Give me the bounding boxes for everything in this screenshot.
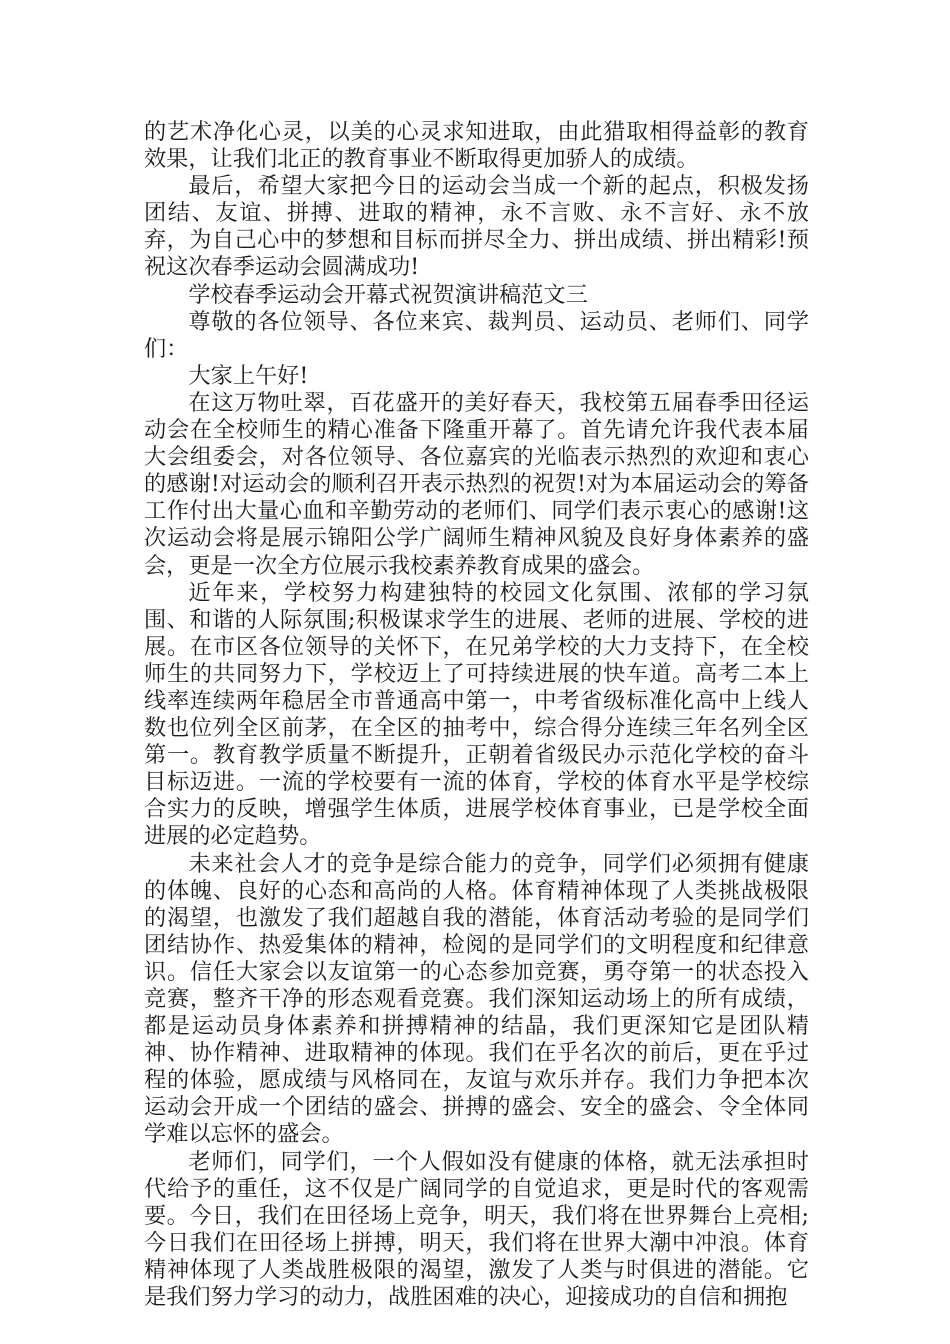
document-body (144, 119, 809, 1311)
salutation: 尊敬的各位领导、各位来宾、裁判员、运动员、老师们、同学们： (144, 308, 809, 362)
paragraph-4: 近年来，学校努力构建独特的校园文化氛围、浓郁的学习氛围、和谐的人际氛围;积极谋求学生的进展、老师的进展、学校的进展。在市区各位领导的关怀下，在兄弟学校的大力支持下，在全校师生的共同努力下，学校迈上了可持续进展的快车道。高考二本上线率连续两年稳居全市普通高中第一，中考省级标准化高中上线人数也位列全区前茅，在全区的抽考中，综合得分连续三年名列全区第一。教育教学质量不断提升，正朝着省级民办示范化学校的奋斗目标迈进。一流的学校要有一流的体育，学校的体育水平是学校综合实力的反映，增强学生体质，进展学校体育事业，已是学校全面进展的必定趋势。 (144, 579, 809, 850)
paragraph-2: 最后，希望大家把今日的运动会当成一个新的起点，积极发扬团结、友谊、拼搏、进取的精神，永不言败、永不言好、永不放弃，为自己心中的梦想和目标而拼尽全力、拼出成绩、拼出精彩!预祝这次春季运动会圆满成功! (144, 173, 809, 281)
greeting: 大家上午好! (188, 362, 309, 389)
paragraph-1: 的艺术净化心灵，以美的心灵求知进取，由此猎取相得益彰的教育效果，让我们北正的教育事业不断取得更加骄人的成绩。 (144, 119, 809, 173)
paragraph-5: 未来社会人才的竞争是综合能力的竞争，同学们必须拥有健康的体魄、良好的心态和高尚的人格。体育精神体现了人类挑战极限的渴望，也激发了我们超越自我的潜能，体育活动考验的是同学们团结协作、热爱集体的精神，检阅的是同学们的文明程度和纪律意识。信任大家会以友谊第一的心态参加竞赛，勇夺第一的状态投入竞赛，整齐干净的形态观看竞赛。我们深知运动场上的所有成绩，都是运动员身体素养和拼搏精神的结晶，我们更深知它是团队精神、协作精神、进取精神的体现。我们在乎名次的前后，更在乎过程的体验，愿成绩与风格同在，友谊与欢乐并存。我们力争把本次运动会开成一个团结的盛会、拼搏的盛会、安全的盛会、令全体同学难以忘怀的盛会。 (144, 850, 809, 1148)
paragraph-6: 老师们，同学们，一个人假如没有健康的体格，就无法承担时代给予的重任，这不仅是广阔同学的自觉追求，更是时代的客观需要。今日，我们在田径场上竞争，明天，我们将在世界舞台上亮相;今日我们在田径场上拼搏，明天，我们将在世界大潮中冲浪。体育精神体现了人类战胜极限的渴望，激发了人类与时俱进的潜能。它是我们努力学习的动力，战胜困难的决心，迎接成功的自信和拥抱 (144, 1148, 809, 1311)
section-title: 学校春季运动会开幕式祝贺演讲稿范文三 (188, 281, 588, 308)
paragraph-3: 在这万物吐翠，百花盛开的美好春天，我校第五届春季田径运动会在全校师生的精心准备下隆重开幕了。首先请允许我代表本届大会组委会，对各位领导、各位嘉宾的光临表示热烈的欢迎和衷心的感谢!对运动会的顺利召开表示热烈的祝贺!对为本届运动会的筹备工作付出大量心血和辛勤劳动的老师们、同学们表示衷心的感谢!这次运动会将是展示锦阳公学广阔师生精神风貌及良好身体素养的盛会，更是一次全方位展示我校素养教育成果的盛会。 (144, 389, 809, 579)
